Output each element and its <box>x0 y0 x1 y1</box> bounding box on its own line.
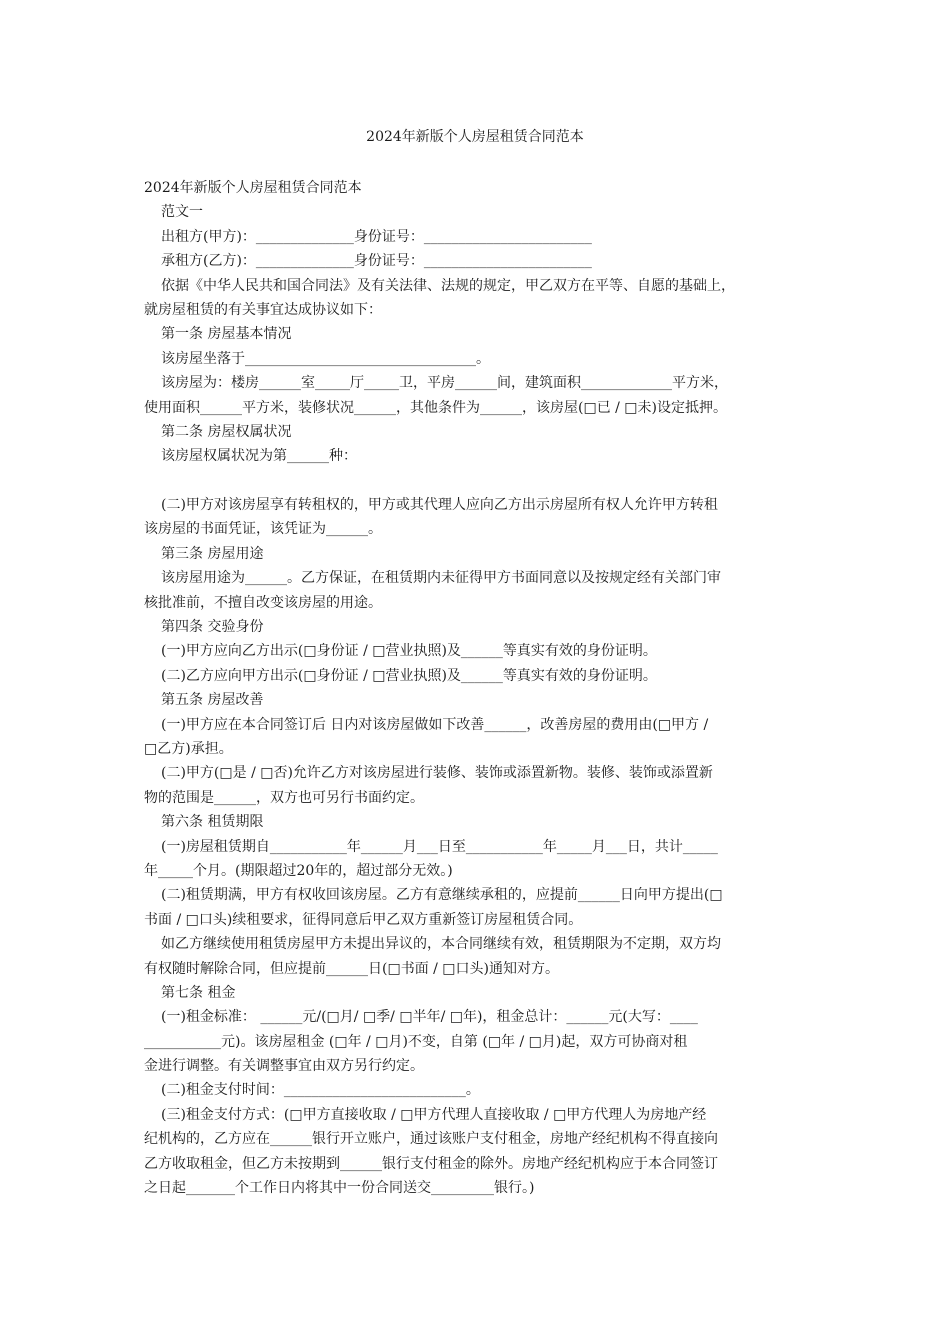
document-line: 使用面积______平方米，装修状况______，其他条件为______，该房屋(□已 / □未)设定抵押。 <box>144 399 727 416</box>
document-line: 第七条 租金 <box>161 984 236 1001</box>
document-line: 核批准前，不擅自改变该房屋的用途。 <box>144 594 382 611</box>
document-line: □乙方)承担。 <box>144 740 233 757</box>
document-line: 该房屋用途为______。乙方保证，在租赁期内未征得甲方书面同意以及按规定经有关部门审 <box>161 570 721 587</box>
document-line: 纪机构的，乙方应在______银行开立账户，通过该账户支付租金，房地产经纪机构不得直接向 <box>144 1131 718 1148</box>
document-line: (二)租赁期满，甲方有权收回该房屋。乙方有意继续承租的，应提前______日向甲方提出(□ <box>161 887 723 904</box>
document-line: 该房屋坐落于_________________________________。 <box>161 350 490 367</box>
document-line: 第四条 交验身份 <box>161 619 264 636</box>
document-line: (二)乙方应向甲方出示(□身份证 / □营业执照)及______等真实有效的身份证明。 <box>161 667 657 684</box>
document-line: 如乙方继续使用租赁房屋甲方未提出异议的，本合同继续有效，租赁期限为不定期，双方均 <box>161 936 721 953</box>
document-line: 之日起_______个工作日内将其中一份合同送交_________银行。) <box>144 1180 535 1197</box>
document-line: (一)甲方应在本合同签订后 日内对该房屋做如下改善______，改善房屋的费用由(□甲方 / <box>161 716 709 733</box>
document-line: 金进行调整。有关调整事宜由双方另行约定。 <box>144 1058 424 1075</box>
document-line: 承租方(乙方)：______________身份证号：________________________ <box>161 253 592 270</box>
document-line: 第五条 房屋改善 <box>161 692 264 709</box>
document-line: 2024年新版个人房屋租赁合同范本 <box>144 180 362 196</box>
document-line: 范文一 <box>161 204 203 221</box>
document-line: 第二条 房屋权属状况 <box>161 423 292 440</box>
document-line: 书面 / □口头)续租要求，征得同意后甲乙双方重新签订房屋租赁合同。 <box>144 911 583 928</box>
document-line: 第六条 租赁期限 <box>161 814 264 831</box>
document-line: (二)甲方对该房屋享有转租权的，甲方或其代理人应向乙方出示房屋所有权人允许甲方转租 <box>161 497 718 514</box>
document-line: (二)甲方(□是 / □否)允许乙方对该房屋进行装修、装饰或添置新物。装修、装饰或添置新 <box>161 765 713 782</box>
document-line: 第三条 房屋用途 <box>161 545 264 562</box>
page-title: 2024年新版个人房屋租赁合同范本 <box>366 129 584 145</box>
document-line: 第一条 房屋基本情况 <box>161 326 292 343</box>
document-line: 就房屋租赁的有关事宜达成协议如下： <box>144 301 382 318</box>
document-line: ___________元)。该房屋租金 (□年 / □月)不变，自第 (□年 / □月)起，双方可协商对租 <box>144 1033 688 1050</box>
document-line <box>144 469 820 493</box>
document-body <box>144 176 820 1200</box>
document-line: (一)租金标准： ______元/(□月/ □季/ □半年/ □年)，租金总计：______元(大写：____ <box>161 1009 698 1026</box>
document-line: 依据《中华人民共和国合同法》及有关法律、法规的规定，甲乙双方在平等、自愿的基础上， <box>161 277 735 294</box>
document-line: 乙方收取租金，但乙方未按期到______银行支付租金的除外。房地产经纪机构应于本合同签订 <box>144 1155 718 1172</box>
document-line: (三)租金支付方式：(□甲方直接收取 / □甲方代理人直接收取 / □甲方代理人为房地产经 <box>161 1106 707 1123</box>
document-line: (一)甲方应向乙方出示(□身份证 / □营业执照)及______等真实有效的身份证明。 <box>161 643 657 660</box>
document-line: 该房屋的书面凭证，该凭证为______。 <box>144 521 382 538</box>
document-line: 物的范围是______，双方也可另行书面约定。 <box>144 789 424 806</box>
document-line: 出租方(甲方)：______________身份证号：________________________ <box>161 228 592 245</box>
document-line: 该房屋权属状况为第______种： <box>161 448 357 465</box>
document-line: 年_____个月。(期限超过20年的，超过部分无效。) <box>144 862 453 879</box>
document-line: (一)房屋租赁期自___________年______月___日至___________年_____月___日，共计_____ <box>161 838 718 855</box>
document-line: 有权随时解除合同，但应提前______日(□书面 / □口头)通知对方。 <box>144 960 559 977</box>
document-line: (二)租金支付时间：__________________________。 <box>161 1082 480 1099</box>
document-line: 该房屋为：楼房______室_____厅_____卫，平房______间，建筑面积_____________平方米， <box>161 375 728 392</box>
